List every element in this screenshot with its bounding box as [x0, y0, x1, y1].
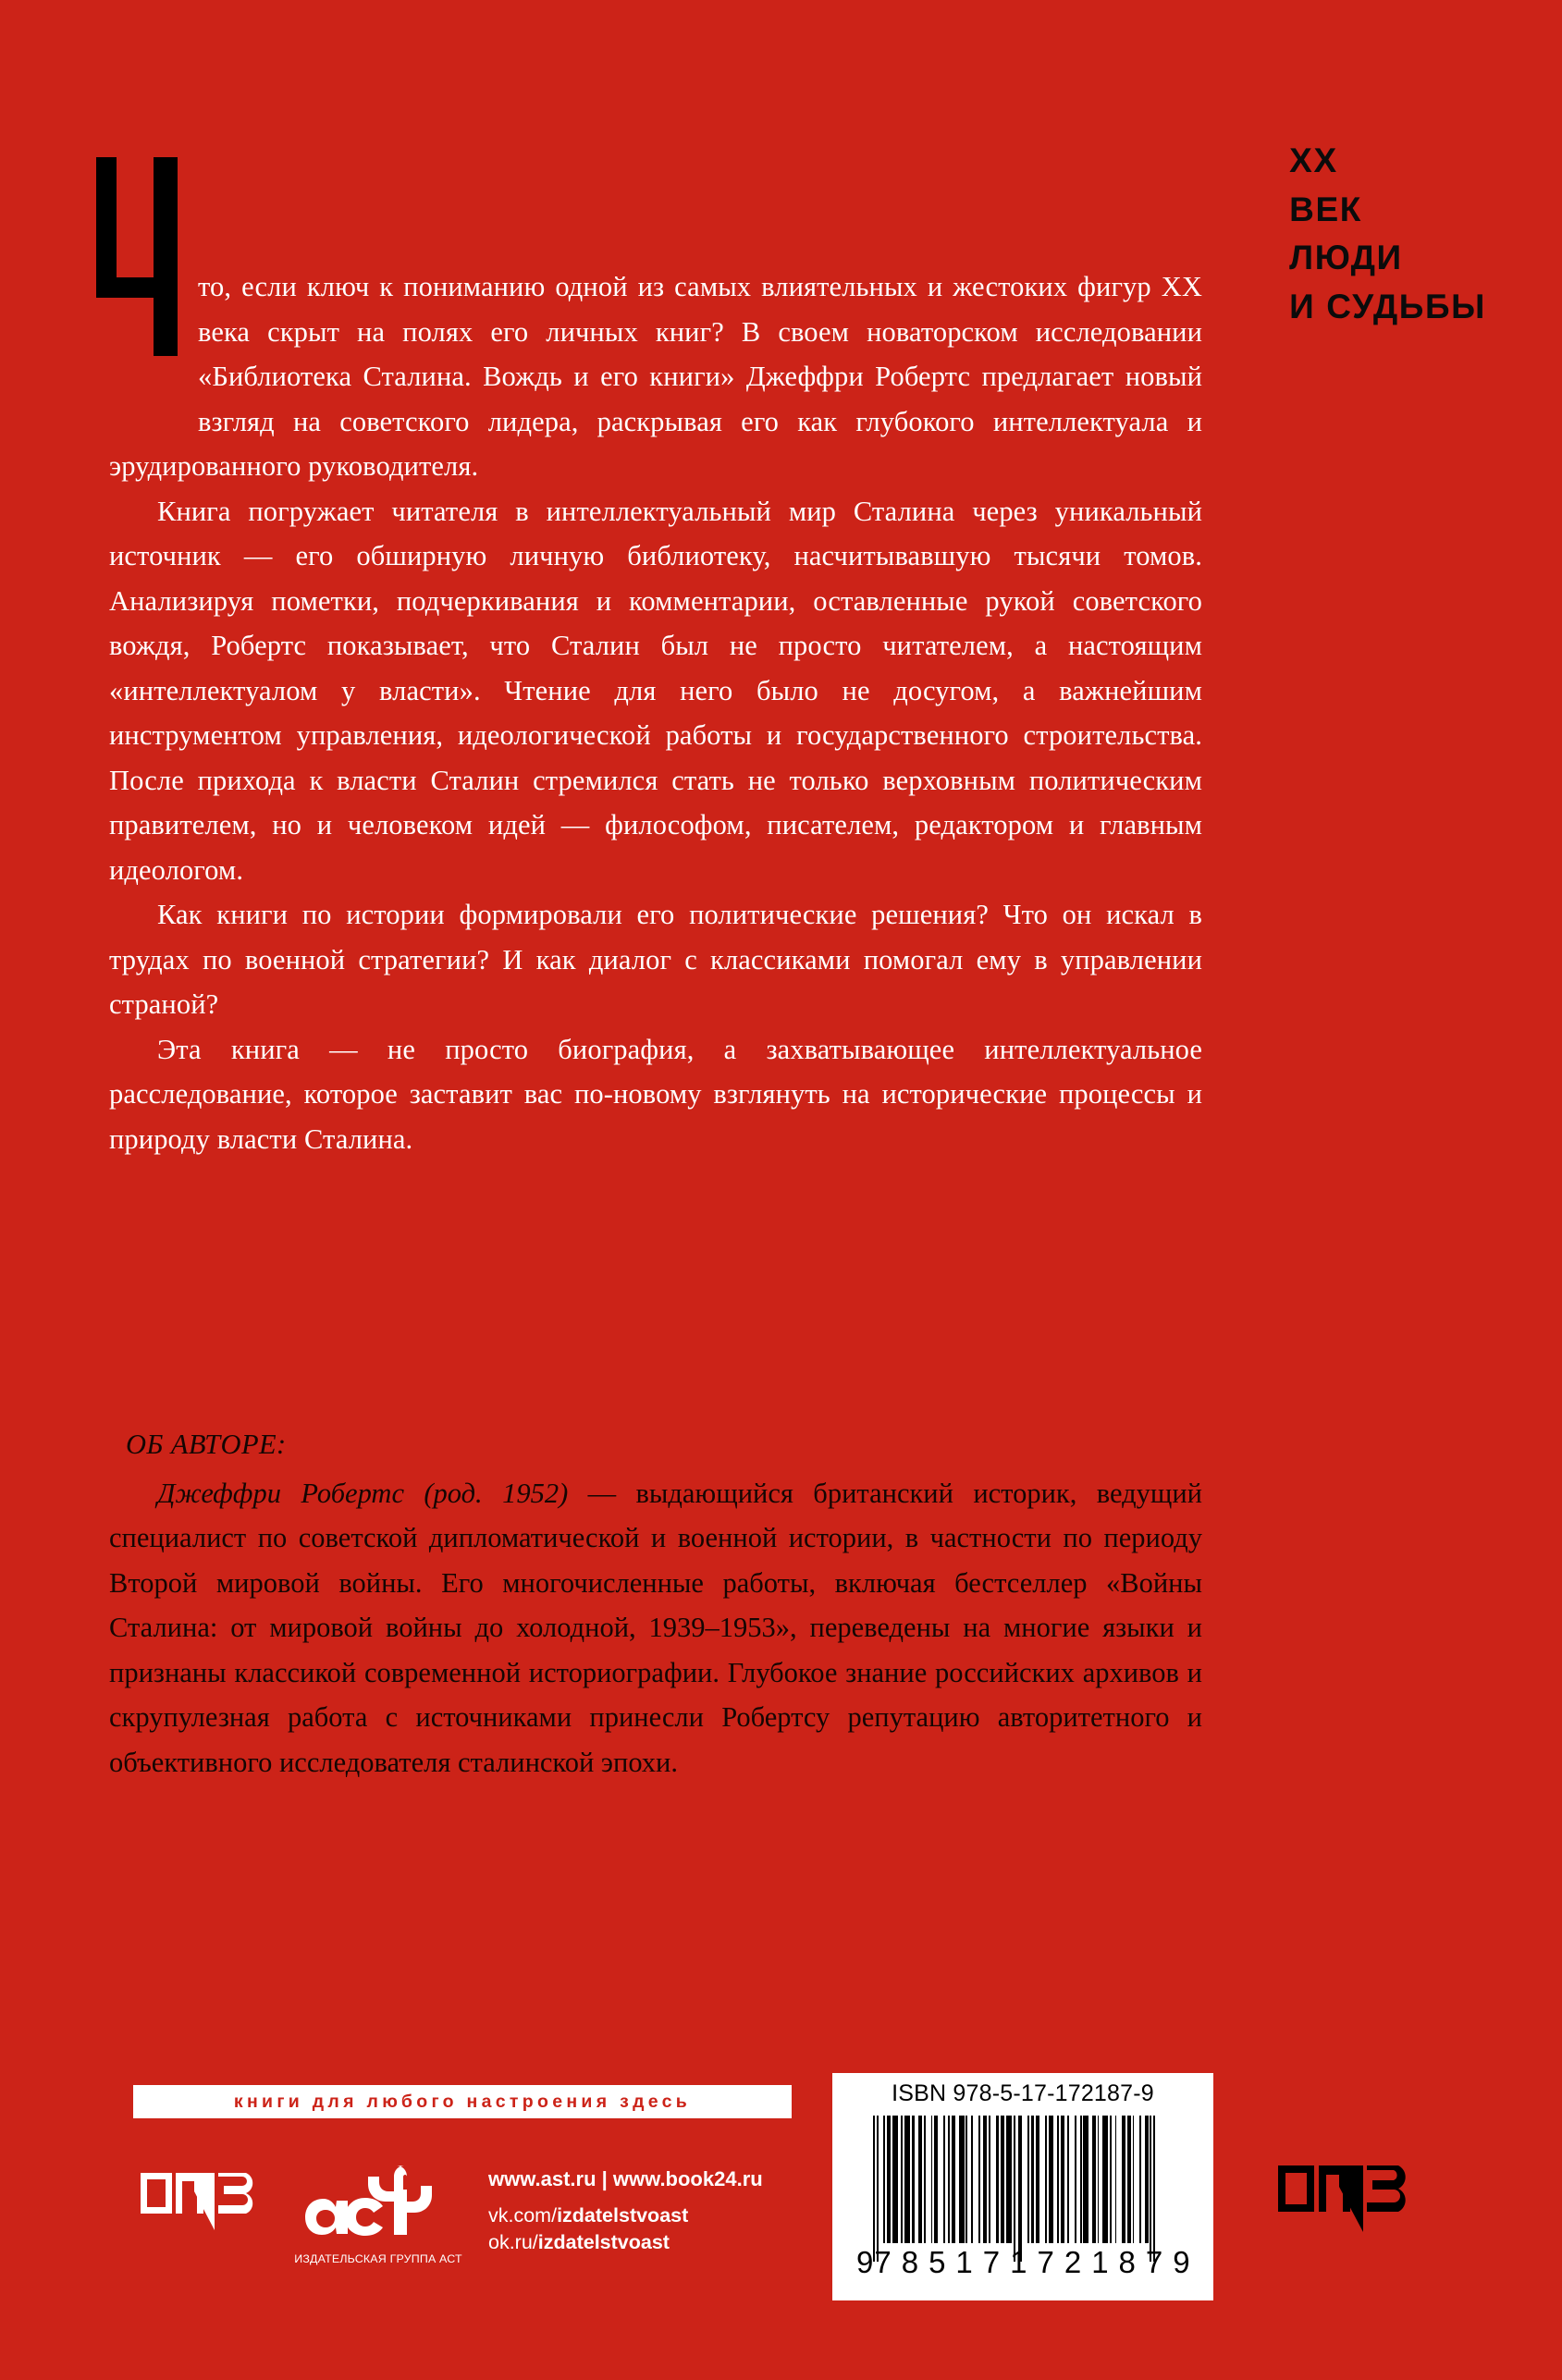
- series-line-2: ВЕК: [1289, 190, 1362, 228]
- drop-cap-spacer: [109, 264, 198, 431]
- ast-logo-caption: ИЗДАТЕЛЬСКАЯ ГРУППА АСТ: [294, 2252, 462, 2265]
- blurb-paragraph-4: Эта книга — не просто биография, а захватывающее интеллектуальное расследование, которое заставит вас по-новому взглянуть на исторические процессы и природу власти Сталина.: [109, 1033, 1202, 1155]
- vk-handle: izdatelstvoast: [557, 2204, 689, 2227]
- ok-handle: izdatelstvoast: [537, 2231, 670, 2254]
- author-name: Джеффри Робертс (род. 1952): [157, 1477, 569, 1509]
- website-urls[interactable]: www.ast.ru | www.book24.ru: [488, 2167, 763, 2190]
- blurb-paragraph-3: Как книги по истории формировали его политические решения? Что он искал в трудах по военной стратегии? И как диалог с классиками помогал ему в управлении страной?: [109, 899, 1202, 1020]
- ogiz-logo-white: [141, 2173, 253, 2230]
- about-author-text: — выдающийся британский историк, ведущий специалист по советской дипломатической и военной истории, в частности по периоду Второй мировой войны. Его многочисленные работы, включая бестселлер «Войны Сталина: от мировой войны до холодной, 1939–1953», переведены на многие языки и признаны классикой современной историографии. Глубокое знание российских архивов и скрупулезная работа с источниками принесли Робертсу репутацию авторитетного и объективного исследователя сталинской эпохи.: [109, 1477, 1203, 1778]
- blurb-text: [109, 264, 1202, 1161]
- series-label: [1289, 137, 1486, 331]
- blurb-paragraph-1-text: то, если ключ к пониманию одной из самых влиятельных и жестоких фигур XX века скрыт на полях его личных книг? В своем новаторском исследовании «Библиотека Сталина. Вождь и его книги» Джеффри Робертс предлагает новый взгляд на советского лидера, раскрывая его как глубокого интеллектуала и эрудированного руководителя.: [109, 271, 1202, 482]
- ok-prefix: ok.ru/: [488, 2231, 538, 2254]
- barcode-digit-group-3: 721879: [1037, 2245, 1200, 2279]
- vk-link[interactable]: [488, 2202, 763, 2229]
- barcode-bar: [1153, 2116, 1155, 2262]
- ok-link[interactable]: [488, 2229, 763, 2256]
- ast-logo: [294, 2162, 462, 2265]
- barcode-digits: [856, 2245, 1200, 2280]
- series-line-4: И СУДЬБЫ: [1289, 287, 1486, 325]
- about-author-body: [109, 1471, 1202, 1785]
- blurb-paragraph-1: [109, 264, 1202, 489]
- social-links: [488, 2202, 763, 2256]
- tagline-bar: [133, 2085, 792, 2118]
- barcode-digit-group-2: 785171: [874, 2245, 1038, 2279]
- barcode-bars: [873, 2116, 1193, 2243]
- isbn-text: ISBN 978-5-17-172187-9: [892, 2080, 1154, 2106]
- ogiz-logo-black: [1278, 2165, 1408, 2232]
- blurb-paragraph-2: Книга погружает читателя в интеллектуальный мир Сталина через уникальный источник — его обширную личную библиотеку, насчитывавшую тысячи томов. Анализируя пометки, подчеркивания и комментарии, оставленные рукой советского вождя, Робертс показывает, что Сталин был не просто читателем, а настоящим «интеллектуалом у власти». Чтение для него было не досугом, а важнейшим инструментом управления, идеологической работы и государственного строительства. После прихода к власти Сталин стремился стать не только верховным политическим правителем, но и человеком идей — философом, писателем, редактором и главным идеологом.: [109, 495, 1202, 886]
- series-line-3: ЛЮДИ: [1289, 239, 1403, 277]
- publisher-urls: [488, 2165, 763, 2256]
- series-line-1: XX: [1289, 141, 1338, 179]
- about-author-section: [109, 1422, 1202, 1785]
- vk-prefix: vk.com/: [488, 2204, 558, 2227]
- isbn-barcode: [832, 2073, 1213, 2300]
- about-author-heading: ОБ АВТОРЕ:: [126, 1429, 287, 1460]
- barcode-digit-group-1: 9: [856, 2245, 875, 2279]
- tagline-text: книги для любого настроения здесь: [233, 2091, 692, 2112]
